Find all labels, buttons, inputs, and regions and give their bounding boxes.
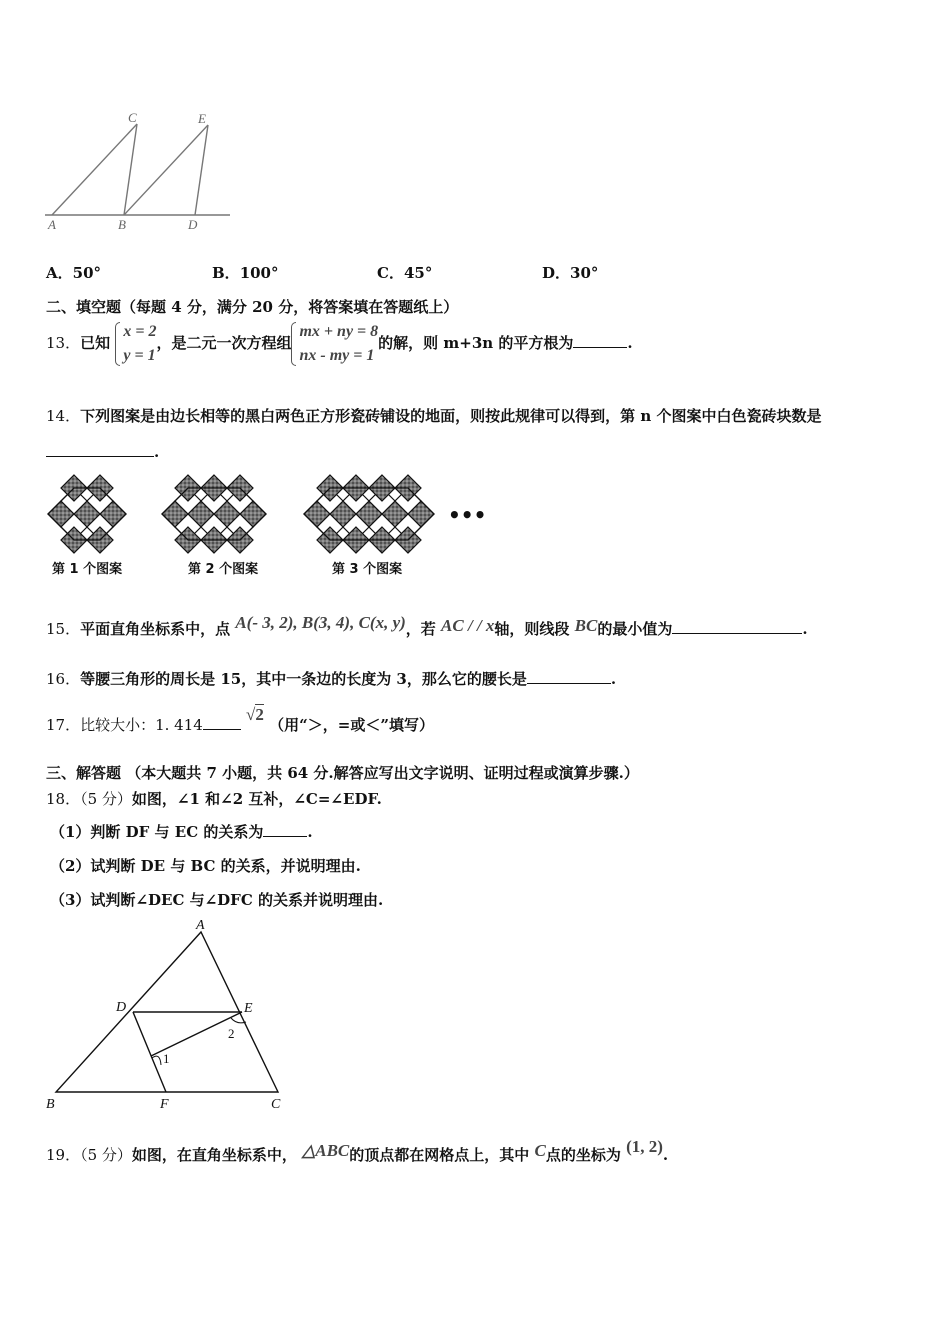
q15-answer-blank[interactable] bbox=[672, 619, 802, 634]
q17-answer-blank[interactable] bbox=[203, 715, 241, 730]
q18-part-1: （1）判断 DF 与 EC 的关系为 . bbox=[50, 823, 313, 841]
q18-figure bbox=[40, 915, 300, 1115]
choice-a: A．50° bbox=[46, 264, 102, 282]
sqrt-symbol: √2 bbox=[246, 705, 264, 724]
question-19: 19．（5 分）如图，在直角坐标系中， △ABC的顶点都在网格点上，其中 C点的坐标为 (1, 2). bbox=[46, 1137, 669, 1164]
q19-coordinate: (1, 2) bbox=[626, 1137, 663, 1156]
q13-number: 13． bbox=[46, 334, 81, 352]
q18-part-2: （2）试判断 DE 与 BC 的关系，并说明理由. bbox=[50, 857, 361, 875]
question-14: 14．下列图案是由边长相等的黑白两色正方形瓷砖铺设的地面，则按此规律可以得到，第 n 个图案中白色瓷砖块数是 bbox=[46, 407, 822, 425]
fig18-label-a: A bbox=[196, 918, 205, 933]
fig18-label-f: F bbox=[160, 1097, 169, 1112]
label-d: D bbox=[188, 217, 198, 232]
label-e: E bbox=[198, 111, 206, 126]
q14-answer-line: . bbox=[46, 442, 159, 461]
q18-answer-blank[interactable] bbox=[263, 822, 307, 837]
caption-pattern-2: 第 2 个图案 bbox=[188, 562, 259, 577]
choice-b: B．100° bbox=[212, 264, 279, 282]
fig18-label-b: B bbox=[46, 1097, 55, 1112]
q19-point: C bbox=[534, 1141, 546, 1160]
label-a: A bbox=[48, 217, 56, 232]
label-b: B bbox=[118, 217, 126, 232]
fig18-label-e: E bbox=[244, 1001, 253, 1016]
q15-condition: AC / / x bbox=[441, 616, 495, 635]
question-18: 18．（5 分）如图，∠1 和∠2 互补，∠C=∠EDF. bbox=[46, 790, 382, 808]
section2-title: 二、填空题（每题 4 分，满分 20 分，将答案填在答题纸上） bbox=[46, 298, 459, 316]
q15-segment: BC bbox=[574, 616, 598, 635]
q13-answer-blank[interactable] bbox=[573, 333, 627, 348]
section3-title: 三、解答题 （本大题共 7 小题，共 64 分.解答应写出文字说明、证明过程或演算步骤.） bbox=[46, 764, 639, 782]
choice-d: D．30° bbox=[542, 264, 599, 282]
caption-pattern-1: 第 1 个图案 bbox=[52, 562, 123, 577]
question-16: 16．等腰三角形的周长是 15，其中一条边的长度为 3，那么它的腰长是 . bbox=[46, 670, 617, 688]
choice-c: C．45° bbox=[377, 264, 433, 282]
fig18-label-1: 1 bbox=[163, 1051, 170, 1066]
q18-part-3: （3）试判断∠DEC 与∠DFC 的关系并说明理由. bbox=[50, 891, 384, 909]
q15-points: A(- 3, 2), B(3, 4), C(x, y) bbox=[235, 613, 406, 632]
q13-system: mx + ny = 8 nx - my = 1 bbox=[291, 320, 378, 368]
top-figure bbox=[40, 108, 240, 233]
caption-pattern-3: 第 3 个图案 bbox=[332, 562, 403, 577]
q14-answer-blank[interactable] bbox=[46, 442, 154, 457]
question-13: 13．已知 x = 2 y = 1 ，是二元一次方程组 mx + ny = 8 nx - my = 1 的解，则 m+3n 的平方根为 . bbox=[46, 320, 633, 368]
q13-solution: x = 2 y = 1 bbox=[115, 320, 156, 368]
q16-answer-blank[interactable] bbox=[527, 669, 611, 684]
ellipsis: ••• bbox=[448, 503, 487, 527]
tile-patterns bbox=[40, 470, 500, 560]
question-15: 15．平面直角坐标系中，点 A(- 3, 2), B(3, 4), C(x, y)，若 AC / / x轴，则线段 BC的最小值为 . bbox=[46, 613, 808, 638]
fig18-label-2: 2 bbox=[228, 1026, 235, 1041]
question-17: 17．比较大小：1. 414 √2 （用“＞，=或＜”填写） bbox=[46, 705, 434, 734]
fig18-label-d: D bbox=[116, 1000, 127, 1015]
fig18-label-c: C bbox=[271, 1097, 281, 1112]
q19-triangle: △ABC bbox=[302, 1141, 350, 1160]
label-c: C bbox=[128, 110, 137, 125]
